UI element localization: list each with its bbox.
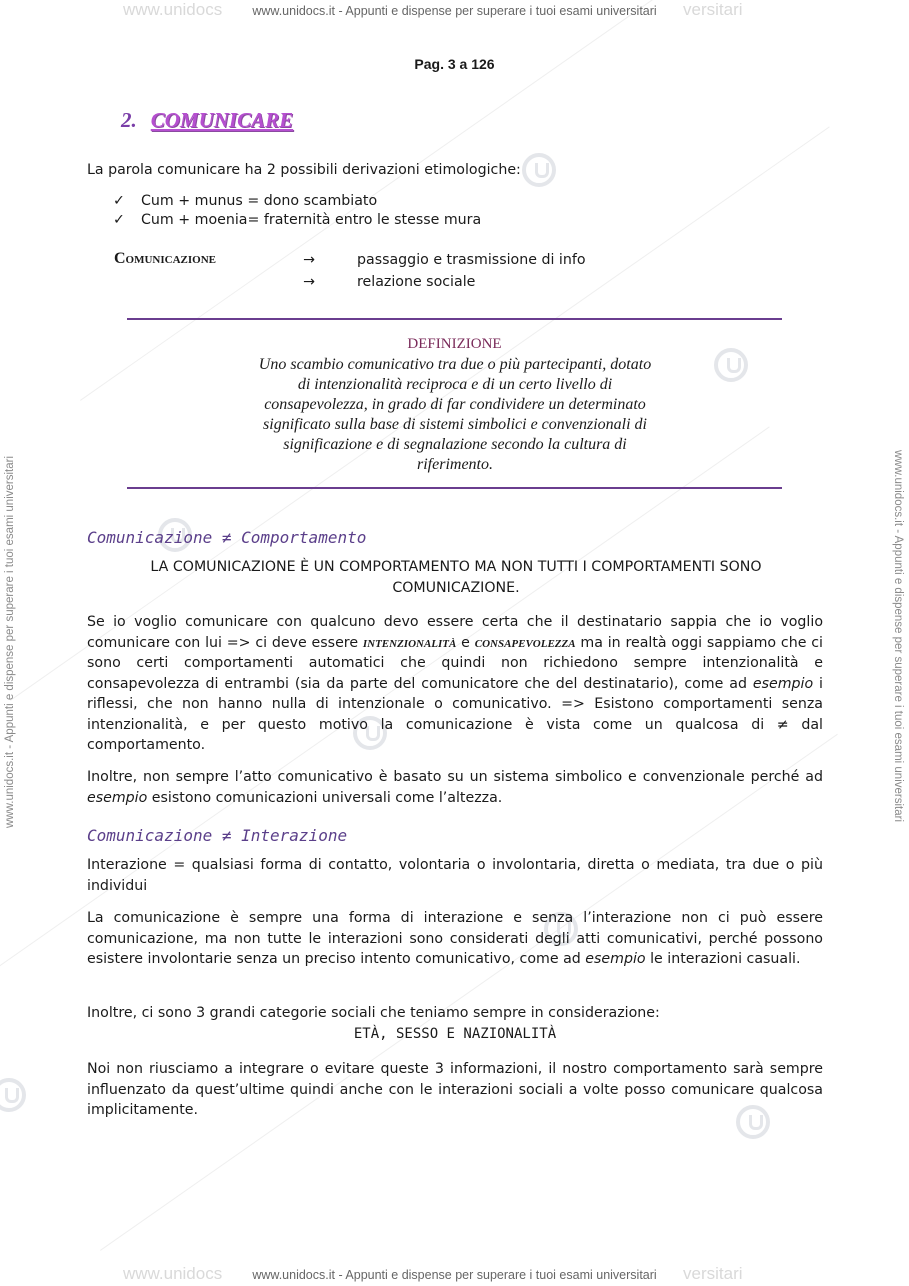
paragraph: Se io voglio comunicare con qualcuno devo essere certa che il destinatario sappia che io voglio comunicare con lui => ci deve essere intenzionalità e consapevolezza ma in realtà oggi sappiamo che ci sono certi comportamenti automatici che quindi non richiedono sempre intenzionalità e consapevolezza di entrambi (sia da parte del comunicatore che del destinatario), come ad esempio i riflessi, che non hanno nulla di intenzionale o comunicativo. => Esistono comportamenti senza intenzionalità, e per questo motivo la comunicazione è vista come un qualcosa di ≠ dal comportamento. — [87, 614, 823, 753]
checkmark-icon: ✓ — [113, 212, 125, 228]
watermark-right: www.unidocs.it - Appunti e dispense per superare i tuoi esami universitari — [892, 449, 904, 823]
section-title: 2. COMUNICARE — [121, 108, 294, 132]
intro-text: La parola comunicare ha 2 possibili derivazioni etimologiche: — [87, 162, 521, 178]
arrow-right-icon: → — [303, 252, 315, 268]
heading-interazione: Comunicazione ≠ Interazione — [87, 826, 348, 845]
categories: ETÀ, SESSO E NAZIONALITÀ — [353, 1026, 557, 1042]
comunicazione-item: passaggio e trasmissione di info — [357, 252, 586, 268]
list-item: ✓ Cum + munus = dono scambiato — [113, 191, 377, 212]
paragraph: Inoltre, ci sono 3 grandi categorie sociali che teniamo sempre in considerazione: — [87, 1005, 660, 1021]
watermark-logo-icon — [714, 348, 748, 382]
comunicazione-item: relazione sociale — [357, 274, 476, 290]
list-item: ✓ Cum + moenia= fraternità entro le stesse mura — [113, 210, 481, 231]
watermark-footer: www.unidocs www.unidocs.it - Appunti e dispense per superare i tuoi esami universitari versitari — [123, 1264, 743, 1283]
comunicazione-label: Comunicazione — [114, 250, 217, 267]
paragraph: Interazione = qualsiasi forma di contatto, volontaria o involontaria, diretta o mediata, tra due o più individui — [87, 857, 823, 894]
divider — [127, 487, 782, 489]
paragraph: Noi non riusciamo a integrare o evitare queste 3 informazioni, il nostro comportamento sarà sempre influenzato da quest’ultime quindi anche con le interazioni sociali a volte posso comunicare qualcosa implicitamente. — [87, 1061, 823, 1118]
watermark-logo-icon — [0, 1078, 26, 1112]
heading-comportamento: Comunicazione ≠ Comportamento — [87, 528, 367, 547]
paragraph: La comunicazione è sempre una forma di interazione e senza l’interazione non ci può essere comunicazione, ma non tutte le interazioni sono considerati degli atti comunicativi, perché possono esistere involontarie senza un preciso intento comunicativo, come ad esempio le interazioni casuali. — [87, 910, 823, 967]
checkmark-icon: ✓ — [113, 193, 125, 209]
arrow-right-icon: → — [303, 274, 315, 290]
paragraph: Inoltre, non sempre l’atto comunicativo è basato su un sistema simbolico e convenzionale perché ad esempio esistono comunicazioni universali come l’altezza. — [87, 769, 823, 806]
page-number: Pag. 3 a 126 — [414, 56, 495, 72]
divider — [127, 318, 782, 320]
watermark-header: www.unidocs www.unidocs.it - Appunti e dispense per superare i tuoi esami universitari versitari — [123, 0, 743, 19]
watermark-left: www.unidocs.it - Appunti e dispense per superare i tuoi esami universitari — [4, 455, 16, 829]
watermark-logo-icon — [522, 153, 556, 187]
definition-body: Uno scambio comunicativo tra due o più partecipanti, dotato di intenzionalità reciproca e di un certo livello di consapevolezza, in grado di far condividere un determinato significato sulla base di sistemi simbolici e convenzionali di significazione e di segnalazione secondo la cultura di riferimento. — [258, 356, 652, 473]
definition-title: DEFINIZIONE — [407, 336, 502, 352]
caps-statement: LA COMUNICAZIONE È UN COMPORTAMENTO MA NON TUTTI I COMPORTAMENTI SONO COMUNICAZIONE. — [150, 559, 762, 596]
